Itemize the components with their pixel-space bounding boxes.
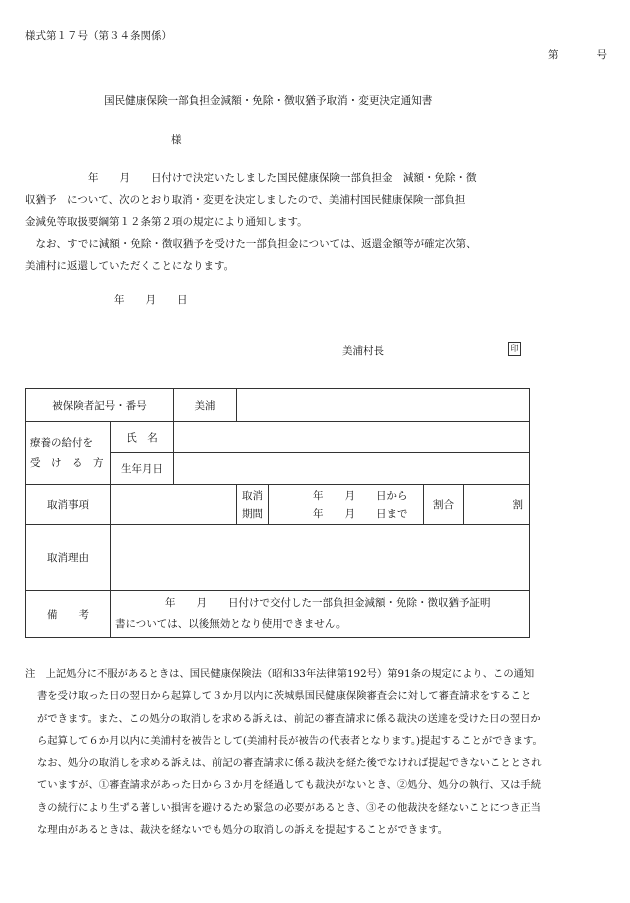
cancel-item-row — [26, 485, 530, 525]
body-text — [25, 167, 535, 277]
insured-number-field[interactable] — [237, 389, 530, 422]
reason-field[interactable] — [111, 525, 530, 591]
reason-row — [26, 525, 530, 591]
doc-no-prefix: 第 — [548, 49, 559, 61]
period-label — [237, 485, 269, 525]
insured-label: 被保険者記号・番号 — [26, 389, 174, 422]
birth-label: 生年月日 — [111, 453, 174, 485]
doc-no-suffix: 号 — [596, 49, 607, 61]
note-line-3: ができます。また、この処分の取消しを求める訴えは、前記の審査請求に係る裁決の送達を受けた日の翌日か — [37, 712, 541, 725]
cancellation-form-table — [25, 388, 530, 638]
body-line-2: 収猶予 について、次のとおり取消・変更を決定しましたので、美浦村国民健康保険一部負担 — [25, 194, 466, 206]
form-number: 様式第１７号（第３４条関係） — [25, 30, 172, 42]
seal-icon: 印 — [508, 342, 521, 356]
period-dates[interactable] — [269, 485, 424, 525]
recipient-label — [26, 422, 111, 485]
period-label-2: 期間 — [242, 507, 263, 520]
ratio-field[interactable] — [464, 485, 530, 525]
remarks-text — [111, 591, 530, 638]
period-label-1: 取消 — [242, 489, 263, 502]
name-label: 氏 名 — [111, 422, 174, 453]
note-line-5: なお、処分の取消しを求める訴えは、前記の審査請求に係る裁決を経た後でなければ提起できないこととされ — [37, 757, 542, 770]
cancel-item-field[interactable] — [111, 485, 237, 525]
recipient-label-2: 受 け る 方 — [30, 457, 104, 469]
body-line-5: 美浦村に返還していただくことになります。 — [25, 260, 235, 272]
body-line-3: 金減免等取扱要綱第１２条第２項の規定により通知します。 — [25, 216, 308, 228]
period-to: 年 月 日まで — [313, 507, 408, 520]
name-field[interactable] — [174, 422, 530, 453]
addressee-suffix: 様 — [171, 134, 182, 146]
remarks-line-2: 書については、以後無効となり使用できません。 — [115, 618, 347, 630]
remarks-label: 備 考 — [26, 591, 111, 638]
remarks-line-1: 年 月 日付けで交付した一部負担金減額・免除・徴収猶予証明 — [165, 597, 491, 609]
period-from: 年 月 日から — [313, 489, 408, 502]
notes-section — [25, 663, 615, 841]
ratio-unit: 割 — [512, 499, 523, 511]
note-line-6: ていますが、①審査請求があった日から３か月を経過しても裁決がないとき、②処分、処分の執行、又は手続 — [37, 779, 542, 792]
issuer-name: 美浦村長 — [342, 345, 384, 357]
recipient-label-1: 療養の給付を — [30, 437, 93, 449]
note-line-7: きの続行により生ずる著しい損害を避けるため緊急の必要があるとき、③その他裁決を経ないことにつき正当 — [37, 801, 541, 814]
insured-row — [26, 389, 530, 422]
document-title: 国民健康保険一部負担金減額・免除・徴収猶予取消・変更決定通知書 — [104, 95, 433, 107]
recipient-name-row — [26, 422, 530, 453]
ratio-label: 割合 — [424, 485, 464, 525]
note-line-1: 注 上記処分に不服があるときは、国民健康保険法（昭和33年法律第192号）第91条の規定により、この通知 — [25, 668, 535, 680]
birth-field[interactable] — [174, 453, 530, 485]
seal-mark — [508, 342, 521, 356]
reason-label: 取消理由 — [26, 525, 111, 591]
document-number — [548, 47, 607, 62]
note-line-2: 書を受け取った日の翌日から起算して３か月以内に茨城県国民健康保険審査会に対して審査請求をすること — [37, 690, 532, 703]
insured-value: 美浦 — [174, 389, 237, 422]
note-line-8: な理由があるときは、裁決を経ないでも処分の取消しの訴えを提起することができます。 — [37, 824, 449, 837]
body-line-1: 年 月 日付けで決定いたしました国民健康保険一部負担金 減額・免除・徴 — [88, 172, 477, 184]
cancel-item-label: 取消事項 — [26, 485, 111, 525]
date-line: 年 月 日 — [114, 294, 188, 306]
body-line-4: なお、すでに減額・免除・徴収猶予を受けた一部負担金については、返還金額等が確定次第、 — [35, 238, 477, 250]
note-line-4: ら起算して６か月以内に美浦村を被告として(美浦村長が被告の代表者となります。)提起することができます。 — [37, 734, 543, 747]
remarks-row — [26, 591, 530, 638]
